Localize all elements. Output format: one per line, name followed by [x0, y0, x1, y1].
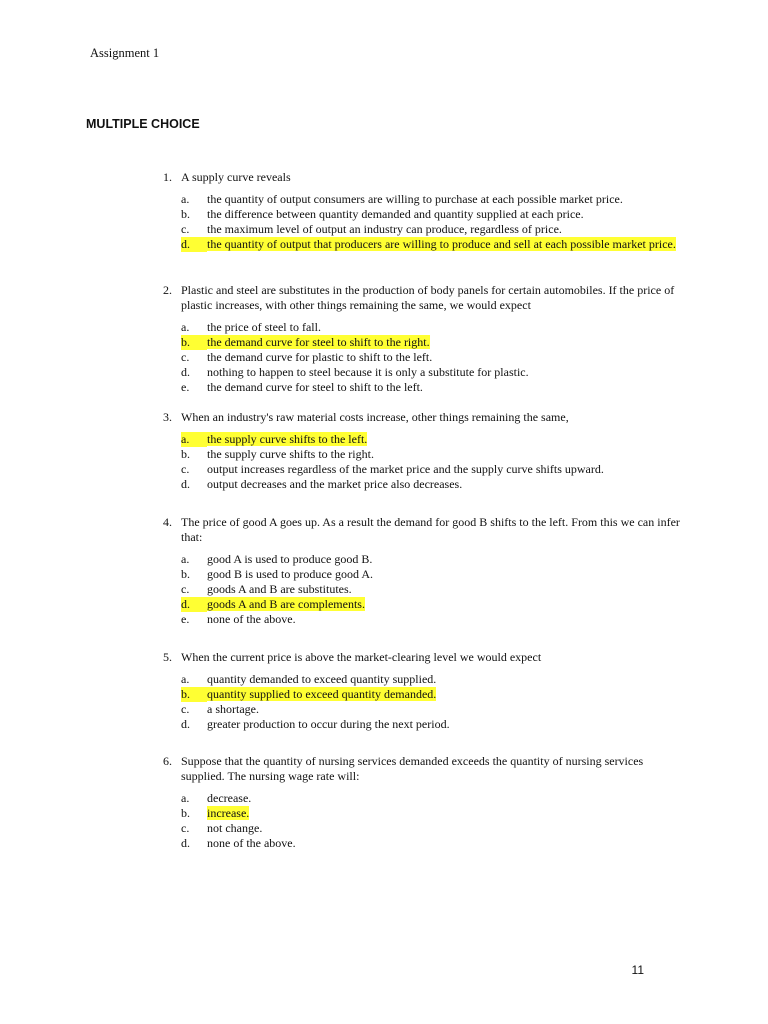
question-text: A supply curve reveals — [181, 170, 291, 184]
option-letter: d. — [181, 717, 190, 731]
option-letter: b. — [181, 567, 190, 581]
option-text: decrease. — [207, 791, 252, 805]
option-highlighted — [163, 237, 683, 252]
option — [163, 477, 683, 492]
option-letter: b. — [181, 806, 190, 820]
option-letter: e. — [181, 612, 190, 626]
option-text: the difference between quantity demanded and quantity supplied at each price. — [207, 207, 584, 221]
option — [163, 320, 683, 335]
option-text: the maximum level of output an industry can produce, regardless of price. — [207, 222, 562, 236]
option — [163, 717, 683, 732]
option-letter: a. — [181, 192, 190, 206]
option-letter: b. — [181, 447, 190, 461]
option-letter: b. — [181, 207, 190, 221]
option-text: not change. — [207, 821, 263, 835]
option-text: good B is used to produce good A. — [207, 567, 373, 581]
option-text: goods A and B are substitutes. — [207, 582, 352, 596]
option-highlighted — [163, 432, 683, 447]
option-letter: e. — [181, 380, 190, 394]
question-text: Suppose that the quantity of nursing services demanded exceeds the quantity of nursing services supplied. The nursing wage rate will: — [181, 754, 644, 783]
option — [163, 791, 683, 806]
option — [163, 552, 683, 567]
question-number: 6. — [163, 754, 172, 768]
option — [163, 447, 683, 462]
option — [163, 365, 683, 380]
option-letter: a. — [181, 320, 190, 334]
option — [163, 702, 683, 717]
option-text: good A is used to produce good B. — [207, 552, 373, 566]
option-highlighted — [163, 687, 683, 702]
question-number: 2. — [163, 283, 172, 297]
option-text: the price of steel to fall. — [207, 320, 321, 334]
option-text: the supply curve shifts to the left. — [207, 432, 368, 446]
option-text: greater production to occur during the next period. — [207, 717, 450, 731]
option-text: nothing to happen to steel because it is only a substitute for plastic. — [207, 365, 529, 379]
option — [163, 612, 683, 627]
option — [163, 222, 683, 237]
option-text: the supply curve shifts to the right. — [207, 447, 374, 461]
option-text: output increases regardless of the market price and the supply curve shifts upward. — [207, 462, 604, 476]
question-number: 4. — [163, 515, 172, 529]
option-text: quantity supplied to exceed quantity demanded. — [207, 687, 437, 701]
option-text: the demand curve for steel to shift to the left. — [207, 380, 423, 394]
question-text: When the current price is above the market-clearing level we would expect — [181, 650, 542, 664]
option — [163, 567, 683, 582]
question-2 — [163, 283, 683, 395]
option-letter: d. — [181, 597, 207, 612]
option-letter: d. — [181, 836, 190, 850]
option — [163, 350, 683, 365]
question-3 — [163, 410, 683, 492]
option-text: increase. — [207, 806, 250, 820]
option-text: the quantity of output consumers are willing to purchase at each possible market price. — [207, 192, 623, 206]
question-4 — [163, 515, 683, 627]
option-letter: a. — [181, 791, 190, 805]
option-letter: c. — [181, 462, 190, 476]
option-text: goods A and B are complements. — [207, 597, 365, 611]
question-text: When an industry's raw material costs increase, other things remaining the same, — [181, 410, 569, 424]
option-highlighted — [163, 335, 683, 350]
option-letter: a. — [181, 672, 190, 686]
option-letter: a. — [181, 552, 190, 566]
option-letter: b. — [181, 687, 207, 702]
question-6 — [163, 754, 683, 851]
option-letter: c. — [181, 821, 190, 835]
option-letter: c. — [181, 582, 190, 596]
question-5 — [163, 650, 683, 732]
option — [163, 836, 683, 851]
option — [163, 207, 683, 222]
option — [163, 380, 683, 395]
question-number: 1. — [163, 170, 172, 184]
option-letter: a. — [181, 432, 207, 447]
option-letter: c. — [181, 222, 190, 236]
document-header: Assignment 1 — [90, 46, 160, 60]
option-text: output decreases and the market price also decreases. — [207, 477, 463, 491]
option-text: the quantity of output that producers are willing to produce and sell at each possible market price. — [207, 237, 676, 251]
question-1 — [163, 170, 683, 252]
question-number: 5. — [163, 650, 172, 664]
option-letter: b. — [181, 335, 207, 350]
option-letter: d. — [181, 477, 190, 491]
option — [163, 672, 683, 687]
option — [163, 192, 683, 207]
question-number: 3. — [163, 410, 172, 424]
option-letter: d. — [181, 237, 207, 252]
question-text: The price of good A goes up. As a result the demand for good B shifts to the left. From this we can infer that: — [181, 515, 680, 544]
option — [163, 582, 683, 597]
option-highlighted — [163, 806, 683, 821]
option — [163, 821, 683, 836]
option-text: the demand curve for steel to shift to the right. — [207, 335, 430, 349]
option-letter: c. — [181, 350, 190, 364]
option-letter: c. — [181, 702, 190, 716]
section-title: MULTIPLE CHOICE — [86, 117, 200, 131]
option-text: none of the above. — [207, 836, 296, 850]
option-text: the demand curve for plastic to shift to the left. — [207, 350, 433, 364]
option-highlighted — [163, 597, 683, 612]
question-text: Plastic and steel are substitutes in the production of body panels for certain automobiles. If the price of plastic increases, with other things remaining the same, we would expect — [181, 283, 675, 312]
option-text: a shortage. — [207, 702, 259, 716]
option-text: quantity demanded to exceed quantity supplied. — [207, 672, 437, 686]
option-letter: d. — [181, 365, 190, 379]
option — [163, 462, 683, 477]
page-number: 11 — [631, 963, 644, 977]
option-text: none of the above. — [207, 612, 296, 626]
